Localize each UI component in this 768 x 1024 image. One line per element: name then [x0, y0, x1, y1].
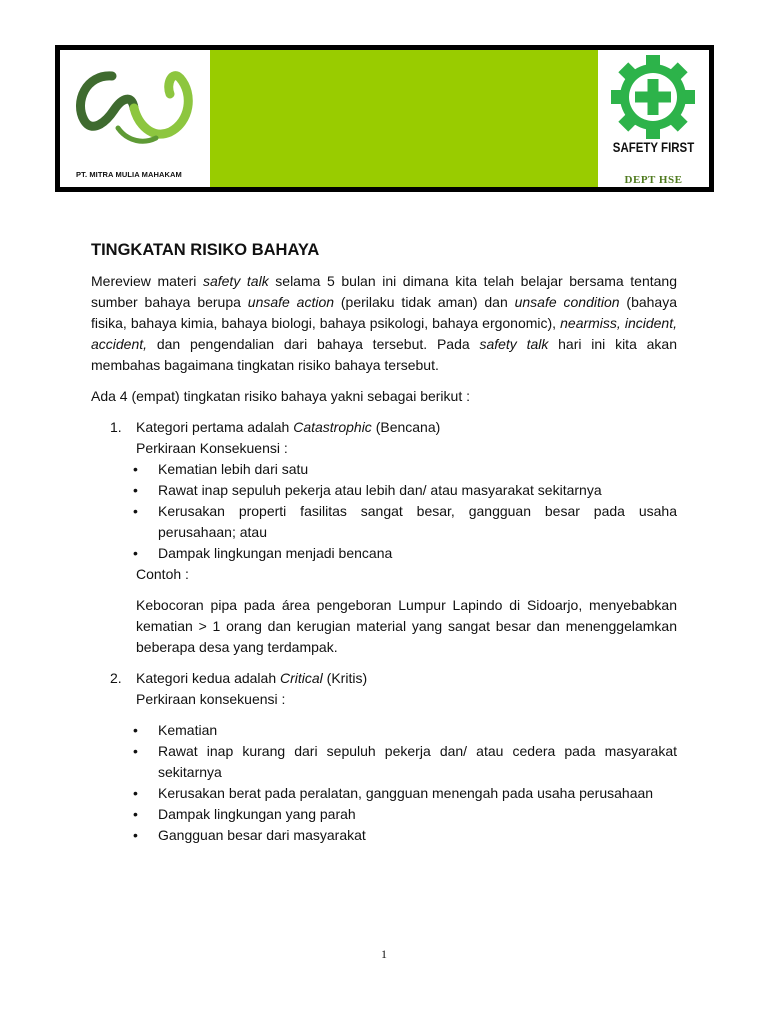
item-heading: Kategori pertama adalah Catastrophic (Bencana) [136, 419, 441, 435]
bullet-item: • Kematian lebih dari satu [133, 461, 309, 477]
company-logo-icon [72, 64, 200, 156]
bullet-list [91, 459, 677, 564]
bullet-item: • Gangguan besar dari masyarakat [133, 827, 366, 843]
safety-gear-cross-icon [606, 54, 700, 140]
item-number: 1. [110, 419, 122, 435]
bullet-item: • Dampak lingkungan yang parah [133, 806, 356, 822]
item-heading: Kategori kedua adalah Critical (Kritis) [136, 670, 368, 686]
bullet-item: • Kerusakan berat pada peralatan, gangguan menengah pada usaha perusahaan [133, 785, 654, 801]
bullet-item: • Rawat inap sepuluh pekerja atau lebih dan/ atau masyarakat sekitarnya [133, 482, 602, 498]
company-logo-box [60, 50, 210, 187]
header-green-band [210, 50, 598, 187]
item-subhead: Perkiraan konsekuensi : [136, 691, 286, 707]
intro-paragraph: Mereview materi safety talk selama 5 bulan ini dimana kita telah belajar bersama tentang sumber bahaya berupa unsafe action (perilaku tidak aman) dan unsafe condition (bahaya fisika, bahaya kimia, bahaya biologi, bahaya psikologi, bahaya ergonomic), nearmiss, incident, accident, dan pengendalian dari bahaya tersebut. Pada safety talk hari ini kita akan membahas bagaimana tingkatan risiko bahaya tersebut. [91, 273, 677, 373]
bullet-item: • Kematian [133, 722, 218, 738]
document-body [91, 240, 677, 846]
bullet-item: • Kerusakan properti fasilitas sangat besar, gangguan besar pada usaha perusahaan; atau [133, 503, 677, 540]
bullet-item: • Rawat inap kurang dari sepuluh pekerja dan/ atau cedera pada masyarakat sekitarnya [133, 743, 677, 780]
example-text: Kebocoran pipa pada área pengeboran Lumpur Lapindo di Sidoarjo, menyebabkan kematian > 1 orang dan kerugian material yang sangat besar dan menenggelamkan beberapa desa yang terdampak. [136, 597, 677, 655]
safety-first-label: SAFETY FIRST [612, 139, 695, 155]
safety-logo-box [598, 50, 709, 187]
company-name: PT. MITRA MULIA MAHAKAM [76, 170, 182, 179]
document-header [55, 45, 714, 192]
item-number: 2. [110, 670, 122, 686]
item-subhead: Perkiraan Konsekuensi : [136, 440, 288, 456]
header-inner [60, 50, 709, 187]
dept-label: DEPT HSE [624, 174, 683, 186]
page-number: 1 [381, 947, 387, 961]
bullet-list [91, 720, 677, 846]
list-item [91, 668, 677, 710]
document-title: TINGKATAN RISIKO BAHAYA [91, 241, 320, 259]
example-label: Contoh : [136, 566, 189, 582]
lead-paragraph: Ada 4 (empat) tingkatan risiko bahaya yakni sebagai berikut : [91, 388, 470, 404]
bullet-item: • Dampak lingkungan menjadi bencana [133, 545, 393, 561]
list-item [91, 417, 677, 459]
